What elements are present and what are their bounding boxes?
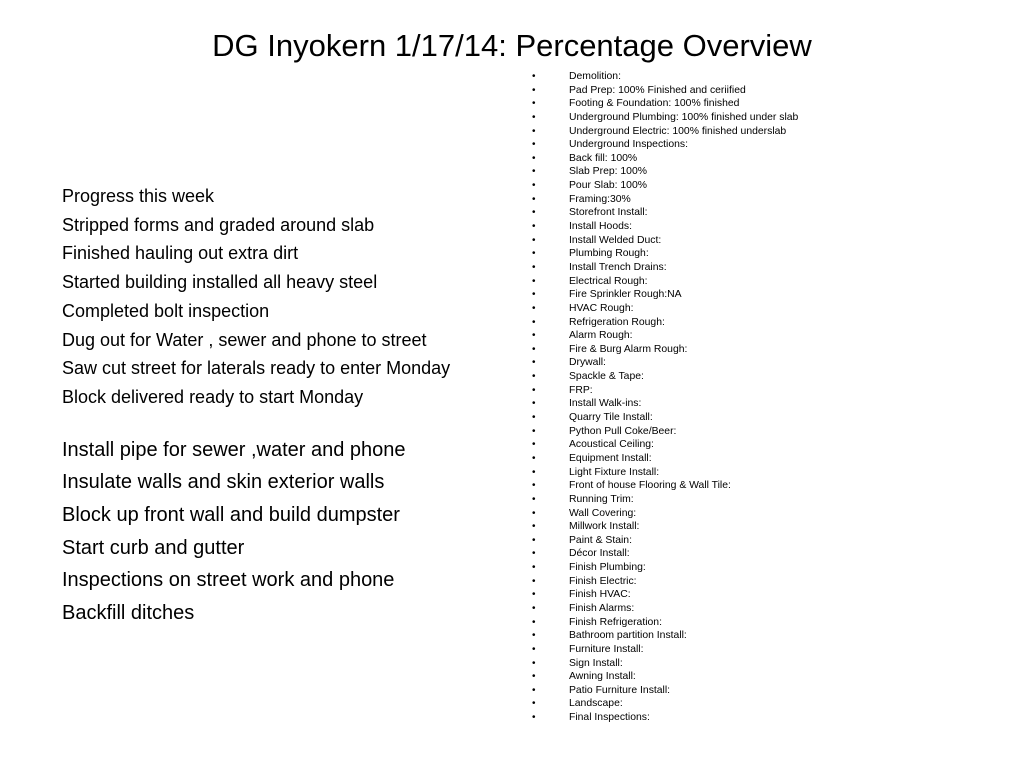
task-label: Furniture Install: [569,643,644,655]
bullet-icon: • [532,71,536,82]
task-label: Final Inspections: [569,712,650,724]
task-label: Install Walk-ins: [569,398,642,410]
task-label: Sign Install: [569,657,623,669]
task-label: Finish Refrigeration: [569,616,662,628]
bullet-icon: • [532,630,536,642]
bullet-icon: • [532,507,536,519]
bullet-icon: • [532,275,536,287]
task-label: Acoustical Ceiling: [569,439,654,451]
task-label: Paint & Stain: [569,534,632,546]
bullet-icon: • [532,616,536,628]
task-label: Plumbing Rough: [569,248,649,260]
task-label: Python Pull Coke/Beer: [569,425,677,437]
bullet-icon: • [532,98,536,110]
bullet-icon: • [532,84,536,96]
task-label: Bathroom partition Install: [569,630,687,642]
task-label: Footing & Foundation: 100% finished [569,98,740,110]
next-step-item: Backfill ditches [62,602,195,625]
bullet-icon: • [532,207,536,219]
progress-item: Saw cut street for laterals ready to enter Monday [62,358,451,379]
task-item [530,97,970,111]
bullet-icon: • [532,330,536,342]
progress-item: Dug out for Water , sewer and phone to street [62,329,427,350]
next-step-item: Start curb and gutter [62,536,245,559]
bullet-icon: • [532,452,536,464]
bullet-icon: • [532,180,536,192]
task-label: Running Trim: [569,493,634,505]
task-item [530,411,970,425]
task-item [530,220,970,234]
task-label: Pad Prep: 100% Finished and ceriified [569,84,746,96]
task-item [530,588,970,602]
task-label: Framing:30% [569,193,631,205]
task-item [530,629,970,643]
task-label: Back fill: 100% [569,152,638,164]
task-label: Equipment Install: [569,452,652,464]
progress-item: Block delivered ready to start Monday [62,386,364,407]
task-item [530,275,970,289]
task-item [530,534,970,548]
task-item [530,425,970,439]
task-label: Slab Prep: 100% [569,166,647,178]
bullet-icon: • [532,684,536,696]
bullet-icon: • [532,657,536,669]
bullet-icon: • [532,261,536,273]
task-item [530,370,970,384]
task-label: Front of house Flooring & Wall Tile: [569,480,731,492]
bullet-icon: • [532,575,536,587]
task-item [530,397,970,411]
task-status-panel [530,70,970,725]
task-label: HVAC Rough: [569,302,634,314]
task-item [530,165,970,179]
task-item [530,547,970,561]
bullet-icon: • [532,698,536,710]
task-item [530,670,970,684]
task-label: Refrigeration Rough: [569,316,665,328]
task-label: Wall Covering: [569,507,637,519]
bullet-icon: • [532,712,536,724]
bullet-icon: • [532,384,536,396]
bullet-icon: • [532,480,536,492]
bullet-icon: • [532,371,536,383]
task-label: Finish Alarms: [569,602,635,614]
task-item [530,616,970,630]
next-steps-list [62,434,522,630]
task-item [530,561,970,575]
task-label: Landscape: [569,698,623,710]
next-step-item: Block up front wall and build dumpster [62,504,400,527]
task-label: Fire & Burg Alarm Rough: [569,343,688,355]
task-label: Demolition: [569,71,621,82]
task-label: Install Trench Drains: [569,261,667,273]
bullet-icon: • [532,289,536,301]
task-item [530,234,970,248]
bullet-icon: • [532,152,536,164]
task-label: Underground Electric: 100% finished underslab [569,125,787,137]
progress-this-week-list [62,182,522,412]
task-label: Quarry Tile Install: [569,412,653,424]
task-item [530,520,970,534]
task-label: Finish Electric: [569,575,637,587]
task-item [530,479,970,493]
bullet-icon: • [532,562,536,574]
bullet-icon: • [532,439,536,451]
task-item [530,84,970,98]
task-label: Alarm Rough: [569,330,633,342]
task-item [530,125,970,139]
task-item [530,452,970,466]
next-step-item: Inspections on street work and phone [62,569,395,592]
task-label: Underground Plumbing: 100% finished under slab [569,111,799,123]
task-item [530,179,970,193]
task-label: Install Hoods: [569,221,632,233]
task-item [530,507,970,521]
task-label: Finish HVAC: [569,589,631,601]
task-label: Millwork Install: [569,521,640,533]
task-item [530,356,970,370]
bullet-icon: • [532,602,536,614]
task-label: Décor Install: [569,548,630,560]
task-item [530,466,970,480]
task-label: Light Fixture Install: [569,466,660,478]
bullet-icon: • [532,398,536,410]
bullet-icon: • [532,139,536,151]
task-label: Drywall: [569,357,606,369]
progress-item: Started building installed all heavy steel [62,272,378,293]
task-label: Pour Slab: 100% [569,180,647,192]
bullet-icon: • [532,643,536,655]
bullet-icon: • [532,412,536,424]
next-step-item: Install pipe for sewer ,water and phone [62,438,406,461]
bullet-icon: • [532,521,536,533]
bullet-icon: • [532,234,536,246]
bullet-icon: • [532,166,536,178]
task-item [530,438,970,452]
task-label: Spackle & Tape: [569,371,644,383]
task-item [530,193,970,207]
task-item [530,697,970,711]
bullet-icon: • [532,302,536,314]
bullet-icon: • [532,493,536,505]
bullet-icon: • [532,248,536,260]
task-item [530,247,970,261]
bullet-icon: • [532,221,536,233]
task-label: FRP: [569,384,593,396]
task-item [530,643,970,657]
task-item [530,111,970,125]
bullet-icon: • [532,534,536,546]
task-item [530,288,970,302]
task-item [530,138,970,152]
task-item [530,70,970,84]
bullet-icon: • [532,111,536,123]
task-label: Storefront Install: [569,207,648,219]
next-step-item: Insulate walls and skin exterior walls [62,471,385,494]
task-status-list [530,70,970,725]
task-item [530,575,970,589]
bullet-icon: • [532,548,536,560]
task-item [530,329,970,343]
bullet-icon: • [532,193,536,205]
task-item [530,684,970,698]
progress-notes [62,182,522,630]
bullet-icon: • [532,125,536,137]
slide-title: DG Inyokern 1/17/14: Percentage Overview [212,28,812,63]
task-item [530,316,970,330]
task-label: Fire Sprinkler Rough:NA [569,289,682,301]
task-item [530,602,970,616]
task-item [530,384,970,398]
bullet-icon: • [532,316,536,328]
progress-heading: Progress this week [62,186,215,206]
task-item [530,206,970,220]
task-label: Underground Inspections: [569,139,688,151]
progress-item: Completed bolt inspection [62,300,270,321]
task-item [530,152,970,166]
task-item [530,711,970,725]
bullet-icon: • [532,671,536,683]
task-item [530,493,970,507]
task-item [530,261,970,275]
task-item [530,343,970,357]
bullet-icon: • [532,357,536,369]
task-item [530,302,970,316]
task-label: Finish Plumbing: [569,562,646,574]
progress-item: Stripped forms and graded around slab [62,214,375,235]
progress-item: Finished hauling out extra dirt [62,243,299,264]
task-label: Patio Furniture Install: [569,684,671,696]
task-label: Awning Install: [569,671,636,683]
bullet-icon: • [532,589,536,601]
task-label: Electrical Rough: [569,275,648,287]
task-item [530,657,970,671]
bullet-icon: • [532,466,536,478]
task-label: Install Welded Duct: [569,234,662,246]
bullet-icon: • [532,425,536,437]
bullet-icon: • [532,343,536,355]
